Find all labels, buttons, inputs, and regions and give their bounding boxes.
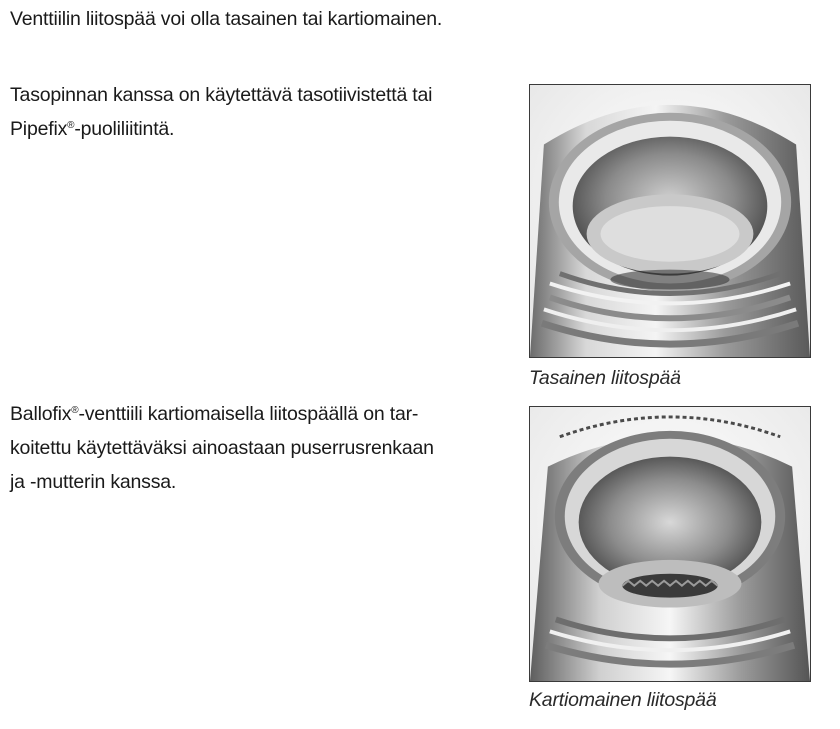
flat-end-paragraph [10,78,432,146]
conical-end-line-1 [10,397,434,431]
conical-end-caption: Kartiomainen liitospää [529,689,717,711]
registered-mark: ® [67,120,75,131]
conical-fitting-end-photo [529,406,811,682]
conical-end-line-1-rest: -venttiili kartiomaisella liitospäällä on tar- [78,403,419,425]
registered-mark: ® [71,405,79,416]
conical-end-paragraph [10,397,434,499]
pipefix-name: Pipefix [10,118,68,140]
flat-end-line-2 [10,112,432,146]
conical-end-line-2: koitettu käytettäväksi ainoastaan puserrusrenkaan [10,437,434,459]
flat-end-line-1: Tasopinnan kanssa on käytettävä tasotiivistettä tai [10,84,433,106]
flat-fitting-end-photo [529,84,811,358]
conical-end-line-3: ja -mutterin kanssa. [10,471,177,493]
intro-text: Venttiilin liitospää voi olla tasainen tai kartiomainen. [10,8,443,30]
ballofix-name: Ballofix [10,403,72,425]
flat-end-caption: Tasainen liitospää [529,367,681,389]
flat-end-line-2-rest: -puoliliitintä. [74,118,175,140]
